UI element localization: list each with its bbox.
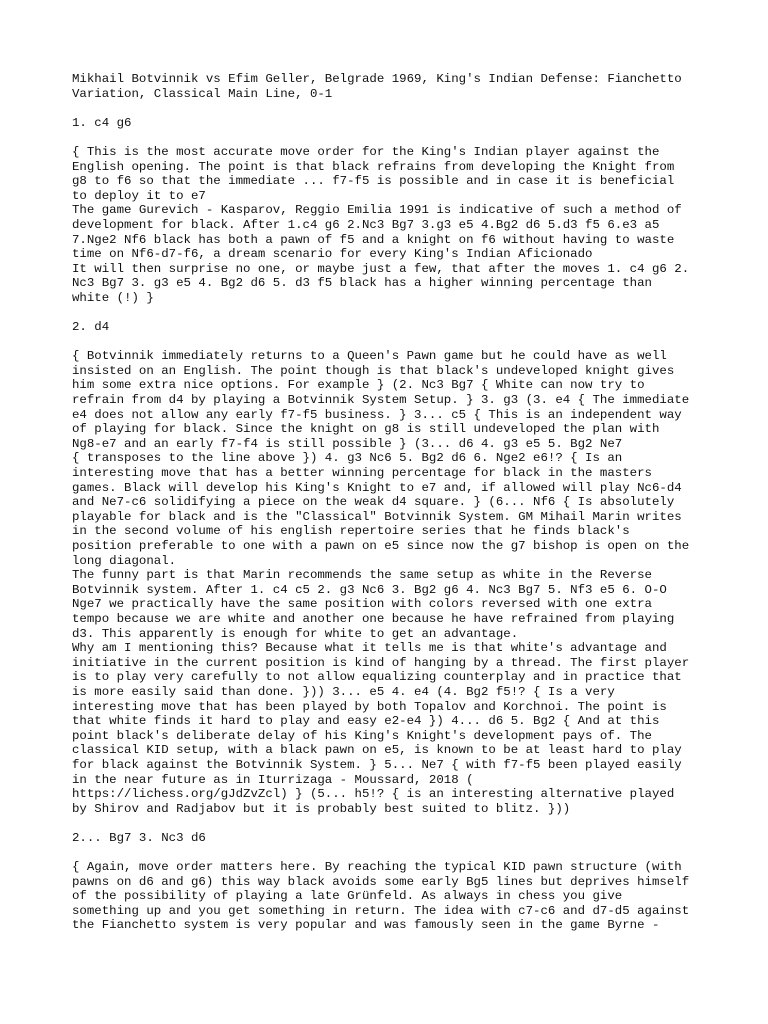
comment-line: white (!) } — [72, 290, 154, 305]
comment-line: of the possibility of playing a late Grünfeld. As always in chess you give — [72, 889, 623, 904]
comment-line: interesting move that has been played by both Topalov and Korchnoi. The point is — [72, 699, 667, 714]
comment-line: { Again, move order matters here. By reaching the typical KID pawn structure (with — [72, 860, 682, 875]
comment-line: tempo because we are white and another one because he have refrained from playing — [72, 611, 675, 626]
comment-line: https://lichess.org/gJdZvZcl) } (5... h5!? { is an interesting alternative played — [72, 787, 675, 802]
comment-line: the Fianchetto system is very popular and was famously seen in the game Byrne - — [72, 918, 660, 933]
comment-line: It will then surprise no one, or maybe just a few, that after the moves 1. c4 g6 2. — [72, 261, 690, 276]
comment-line: { This is the most accurate move order for the King's Indian player against the — [72, 144, 660, 159]
comment-line: long diagonal. — [72, 553, 177, 568]
comment-line: The game Gurevich - Kasparov, Reggio Emilia 1991 is indicative of such a method of — [72, 203, 682, 218]
comment-line: and Ne7-c6 solidifying a piece on the weak d4 square. } (6... Nf6 { Is absolutely — [72, 495, 675, 510]
comment-line: refrain from d4 by playing a Botvinnik System Setup. } 3. g3 (3. e4 { The immediate — [72, 393, 690, 408]
comment-line: position preferable to one with a pawn on e5 since now the g7 bishop is open on the — [72, 539, 690, 553]
comment-line: time on Nf6-d7-f6, a dream scenario for every King's Indian Aficionado — [72, 247, 593, 262]
comment-line: The funny part is that Marin recommends the same setup as white in the Reverse — [72, 568, 652, 583]
comment-line: is more easily said than done. })) 3... e5 4. e4 (4. Bg2 f5!? { Is a very — [72, 684, 615, 699]
comment-line: Nge7 we practically have the same position with colors reversed with one extra — [72, 597, 652, 612]
annotation-comment-3 — [72, 860, 712, 933]
move-line-1: 1. c4 g6 — [72, 115, 132, 130]
annotation-comment-2 — [72, 349, 712, 816]
comment-line: that white finds it hard to play and easy e2-e4 }) 4... d6 5. Bg2 { And at this — [72, 714, 660, 729]
comment-line: pawns on d6 and g6) this way black avoids some early Bg5 lines but deprives himself — [72, 874, 690, 889]
comment-line: Nc3 Bg7 3. g3 e5 4. Bg2 d6 5. d3 f5 black has a higher winning percentage than — [72, 276, 652, 291]
comment-line: interesting move that has a better winning percentage for black in the masters — [72, 466, 652, 481]
comment-line: point black's deliberate delay of his King's Knight's development pays of. The — [72, 728, 652, 743]
move-line-3: 2... Bg7 3. Nc3 d6 — [72, 830, 206, 845]
comment-line: { transposes to the line above }) 4. g3 Nc6 5. Bg2 d6 6. Nge2 e6!? { Is an — [72, 451, 623, 466]
document-page — [72, 72, 712, 948]
comment-line: development for black. After 1.c4 g6 2.Nc3 Bg7 3.g3 e5 4.Bg2 d6 5.d3 f5 6.e3 a5 — [72, 217, 660, 232]
move-line-2: 2. d4 — [72, 320, 110, 335]
comment-line: Why am I mentioning this? Because what it tells me is that white's advantage and — [72, 641, 667, 656]
comment-line: playable for black and is the "Classical" Botvinnik System. GM Mihail Marin writes — [72, 509, 682, 524]
comment-line: games. Black will develop his King's Knight to e7 and, if allowed will play Nc6-d4 — [72, 480, 682, 495]
comment-line: g8 to f6 so that the immediate ... f7-f5 is possible and in case it is beneficial — [72, 174, 675, 189]
comment-line: him some extra nice options. For example } (2. Nc3 Bg7 { White can now try to — [72, 378, 645, 393]
comment-line: { Botvinnik immediately returns to a Queen's Pawn game but he could have as well — [72, 349, 667, 364]
comment-line: Botvinnik system. After 1. c4 c5 2. g3 Nc6 3. Bg2 g6 4. Nc3 Bg7 5. Nf3 e5 6. O-O — [72, 582, 667, 597]
comment-line: in the near future as in Iturrizaga - Moussard, 2018 ( — [72, 772, 474, 787]
title-line: Variation, Classical Main Line, 0-1 — [72, 86, 333, 101]
comment-line: for black against the Botvinnik System. } 5... Ne7 { with f7-f5 been played easily — [72, 757, 682, 772]
comment-line: English opening. The point is that black refrains from developing the Knight from — [72, 159, 675, 174]
comment-line: classical KID setup, with a black pawn on e5, is known to be at least hard to play — [72, 743, 682, 758]
comment-line: Ng8-e7 and an early f7-f4 is still possible } (3... d6 4. g3 e5 5. Bg2 Ne7 — [72, 436, 623, 451]
comment-line: by Shirov and Radjabov but it is probably best suited to blitz. })) — [72, 801, 571, 816]
annotation-comment-1 — [72, 145, 712, 306]
comment-line: is to play very carefully to not allow equalizing counterplay and in practice that — [72, 670, 682, 685]
game-title — [72, 72, 712, 101]
comment-line: in the second volume of his english repertoire series that he finds black's — [72, 524, 630, 539]
comment-line: 7.Nge2 Nf6 black has both a pawn of f5 and a knight on f6 without having to waste — [72, 232, 675, 247]
comment-line: to deploy it to e7 — [72, 188, 206, 203]
comment-line: initiative in the current position is kind of hanging by a thread. The first player — [72, 655, 690, 670]
comment-line: of playing for black. Since the knight on g8 is still undeveloped the plan with — [72, 422, 660, 437]
comment-line: something up and you get something in return. The idea with c7-c6 and d7-d5 against — [72, 903, 690, 918]
title-line: Mikhail Botvinnik vs Efim Geller, Belgrade 1969, King's Indian Defense: Fianchetto — [72, 72, 682, 86]
comment-line: insisted on an English. The point though is that black's undeveloped knight gives — [72, 363, 675, 378]
comment-line: d3. This apparently is enough for white to get an advantage. — [72, 626, 519, 641]
comment-line: e4 does not allow any early f7-f5 business. } 3... c5 { This is an independent way — [72, 407, 682, 422]
